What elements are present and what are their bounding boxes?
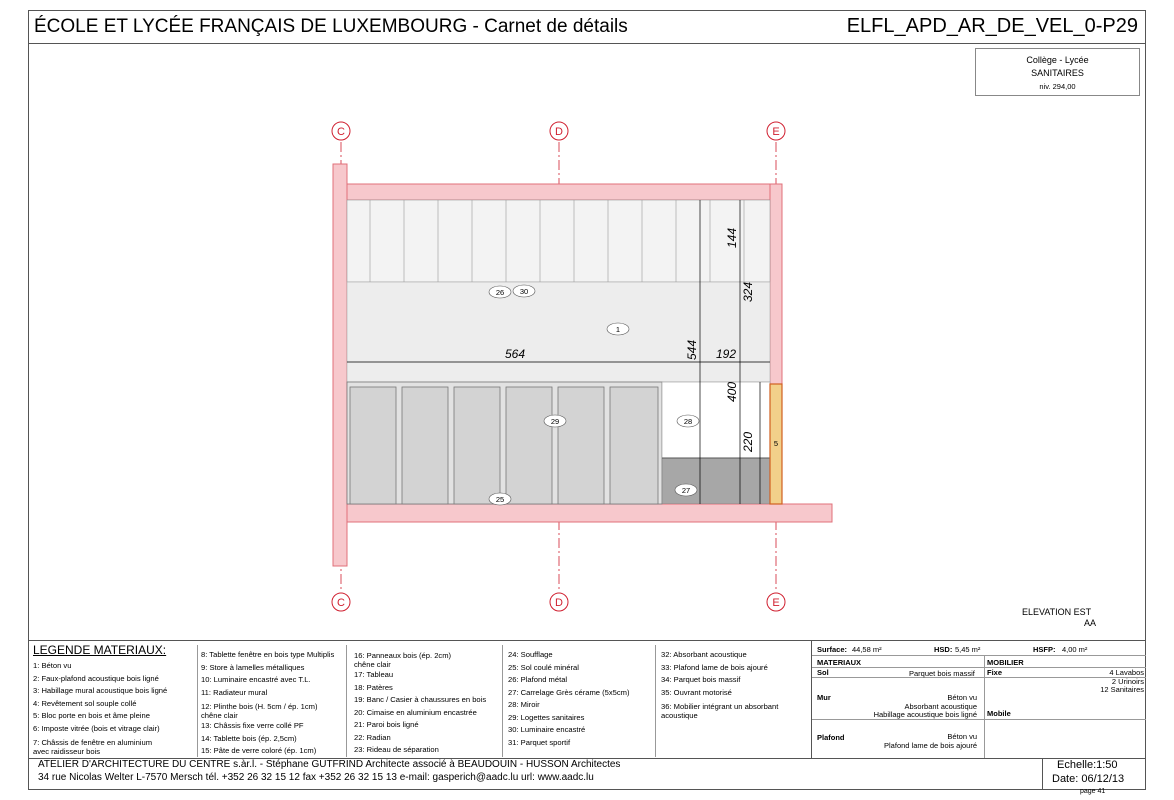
- legend-item: 34: Parquet bois massif: [661, 675, 741, 684]
- legend-item: 15: Pâte de verre coloré (ép. 1cm): [201, 746, 317, 755]
- legend-col-1: [33, 660, 167, 756]
- legend-divider: [502, 645, 503, 757]
- legend-col-2: [201, 649, 334, 758]
- axis-d-bottom: D: [555, 597, 563, 609]
- legend-item: 12: Plinthe bois (H. 5cm / ép. 1cm): [201, 702, 318, 711]
- legend-item: acoustique: [661, 711, 698, 720]
- legend-item: 31: Parquet sportif: [508, 737, 571, 747]
- legend-divider: [346, 645, 347, 757]
- room-label: SANITAIRES: [1031, 68, 1084, 78]
- legend-item: 29: Logettes sanitaires: [508, 712, 585, 722]
- legend-item: 28: Miroir: [508, 700, 540, 709]
- tag-29: 29: [550, 417, 560, 426]
- sol-label: Sol: [817, 668, 829, 677]
- legend-item: 19: Banc / Casier à chaussures en bois: [354, 695, 487, 704]
- dim-220: 220: [741, 431, 755, 452]
- legend-item: 10: Luminaire encastré avec T.L.: [201, 675, 311, 684]
- legend-item: 6: Imposte vitrée (bois et vitrage clair): [33, 723, 160, 733]
- fixe-label: Fixe: [987, 668, 1003, 677]
- plafond-label: Plafond: [817, 733, 845, 742]
- wall-surface: [347, 282, 770, 382]
- legend-item: 3: Habillage mural acoustique bois ligné: [33, 686, 168, 695]
- mobilier-header: MOBILIER: [987, 658, 1024, 667]
- tag-27: 27: [681, 486, 691, 495]
- legend-divider: [655, 645, 656, 757]
- footer-divider: [1042, 758, 1043, 790]
- legend-item: chêne clair: [354, 660, 391, 669]
- axis-c-top: C: [337, 126, 345, 138]
- legend-item: 32: Absorbant acoustique: [661, 650, 747, 659]
- legend-item: 7: Châssis de fenêtre en aluminium: [33, 738, 153, 747]
- surface-value: 44,58 m²: [852, 645, 882, 654]
- document-title: ÉCOLE ET LYCÉE FRANÇAIS DE LUXEMBOURG - Carnet de détails: [34, 16, 628, 37]
- sanitary-cubicles: [347, 382, 662, 504]
- dim-544: 544: [685, 339, 699, 360]
- sol-value: Parquet bois massif: [909, 669, 975, 678]
- mur-row: [812, 677, 1146, 720]
- legend-divider: [197, 645, 198, 757]
- legend-item: 30: Luminaire encastré: [508, 725, 586, 734]
- page-number: page 41: [1080, 788, 1106, 795]
- hsd-value: 5,45 m²: [955, 645, 981, 654]
- hsd-label: HSD:: [934, 645, 953, 654]
- legend-item: 4: Revêtement sol souple collé: [33, 698, 137, 708]
- address-line: 34 rue Nicolas Welter L-7570 Mersch tél. +352 26 32 15 12 fax +352 26 32 15 13 e-mail: gasperich@aadc.lu url: www.aadc.lu: [38, 772, 594, 783]
- axis-e-top: E: [772, 126, 780, 138]
- legend-col-5: [661, 649, 778, 720]
- legend-item: 23: Rideau de séparation: [354, 745, 439, 754]
- elevation-name: ELEVATION EST: [1022, 607, 1092, 617]
- legend-item: 26: Plafond métal: [508, 675, 568, 684]
- legend-item: 17: Tableau: [354, 670, 394, 679]
- mur-values: Béton vu Absorbant acoustique Habillage acoustique bois ligné: [873, 693, 977, 719]
- tag-1: 1: [615, 325, 621, 334]
- legend-item: 24: Soufflage: [508, 650, 553, 659]
- elevation-label: [1022, 607, 1096, 629]
- mur-label: Mur: [817, 693, 831, 702]
- elevation-ref: AA: [1084, 618, 1097, 628]
- dim-324: 324: [741, 281, 755, 302]
- legend-item: 36: Mobilier intégrant un absorbant: [661, 702, 779, 711]
- materials-summary: [811, 640, 1146, 758]
- scale-label: Echelle:1:50: [1057, 759, 1118, 771]
- legend-item: 5: Bloc porte en bois et âme pleine: [33, 711, 150, 720]
- legend-item: 11: Radiateur mural: [201, 687, 268, 697]
- mobile-label: Mobile: [987, 709, 1011, 718]
- axis-e-bottom: E: [772, 597, 780, 609]
- architect-line: ATELIER D'ARCHITECTURE DU CENTRE s.àr.l. - Stéphane GUTFRIND Architecte associé à BEAUDOUIN - HUSSON Architectes: [38, 759, 621, 770]
- tag-28: 28: [683, 417, 693, 426]
- drawing-code: ELFL_APD_AR_DE_VEL_0-P29: [846, 15, 1138, 37]
- dim-400: 400: [725, 381, 739, 402]
- date-label: Date: 06/12/13: [1052, 773, 1125, 785]
- tiled-floor-area: [662, 458, 770, 504]
- legend-title: LEGENDE MATERIAUX:: [33, 643, 167, 657]
- legend-item: 16: Panneaux bois (ép. 2cm): [354, 651, 452, 660]
- legend-item: 13: Châssis fixe verre collé PF: [201, 721, 304, 730]
- legend-item: avec raidisseur bois: [33, 747, 101, 756]
- tag-26: 26: [495, 288, 505, 297]
- hsfp-label: HSFP:: [1033, 645, 1056, 654]
- plafond-values: Béton vu Plafond lame de bois ajouré: [884, 732, 977, 750]
- legend-item: 2: Faux-plafond acoustique bois ligné: [33, 673, 159, 683]
- axis-d-top: D: [555, 126, 563, 138]
- materiaux-header: MATERIAUX: [817, 658, 862, 667]
- legend-item: 1: Béton vu: [33, 661, 72, 670]
- ceiling-panels: [347, 200, 770, 282]
- legend-item: 9: Store à lamelles métalliques: [201, 662, 305, 672]
- legend-item: 8: Tablette fenêtre en bois type Multiplis: [201, 650, 335, 659]
- legend-item: 25: Sol coulé minéral: [508, 662, 579, 672]
- legend-col-3: [354, 649, 486, 757]
- column-divider: [984, 655, 985, 758]
- hsfp-value: 4,00 m²: [1062, 645, 1088, 654]
- axis-c-bottom: C: [337, 597, 345, 609]
- tag-30: 30: [519, 287, 529, 296]
- legend-item: 18: Patères: [354, 682, 393, 692]
- tag-25: 25: [495, 495, 505, 504]
- surface-label: Surface:: [817, 645, 848, 654]
- legend-item: 33: Plafond lame de bois ajouré: [661, 662, 768, 672]
- legend-item: 35: Ouvrant motorisé: [661, 687, 732, 697]
- legend-item: 21: Paroi bois ligné: [354, 720, 419, 729]
- legend-col-4: [508, 649, 630, 749]
- building-label: Collège - Lycée: [1026, 55, 1089, 65]
- legend-item: 22: Radian: [354, 732, 391, 742]
- legend-item: 20: Cimaise en aluminium encastrée: [354, 707, 477, 717]
- legend-item: chêne clair: [201, 711, 238, 720]
- dim-192: 192: [716, 347, 737, 361]
- dim-564: 564: [505, 347, 526, 361]
- legend-item: 14: Tablette bois (ép. 2,5cm): [201, 733, 297, 743]
- legend-item: 27: Carrelage Grès cérame (5x5cm): [508, 687, 630, 697]
- dim-144: 144: [725, 227, 739, 248]
- level-label: niv. 294,00: [1039, 82, 1076, 91]
- tag-5: 5: [773, 439, 779, 448]
- fixe-values: 4 Lavabos 2 Urinoirs 12 Sanitaires: [1100, 668, 1144, 694]
